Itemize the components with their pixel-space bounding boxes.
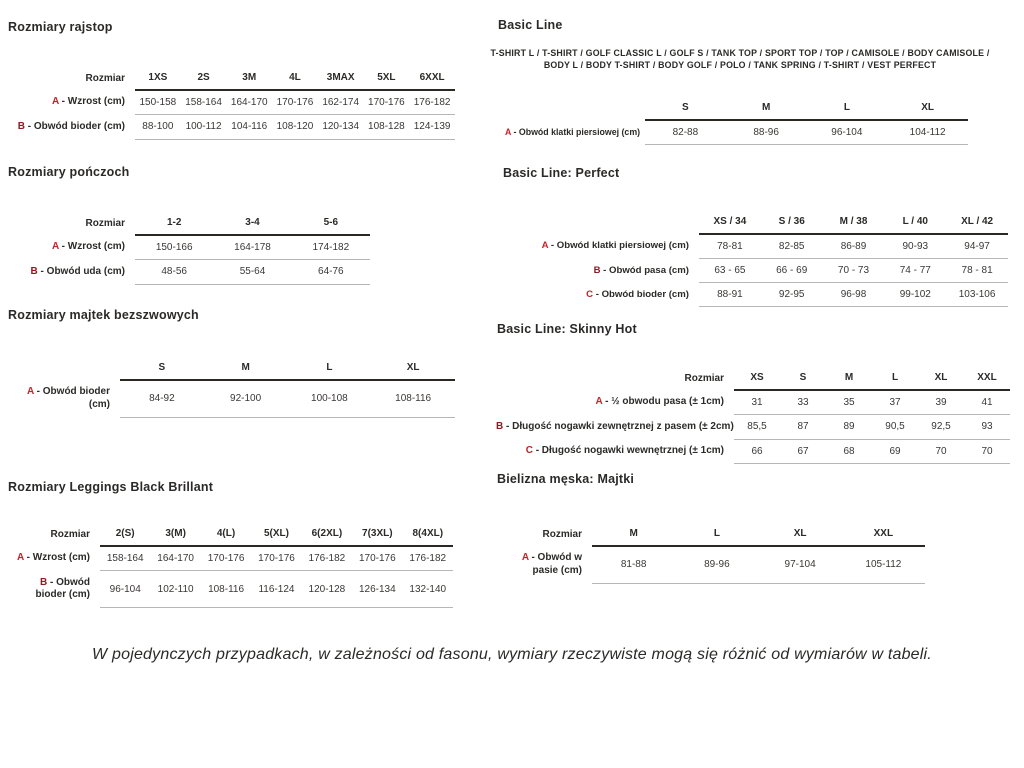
column-header: S / 36: [761, 210, 823, 234]
row-label: B - Obwód bioder (cm): [17, 120, 125, 132]
size-value: 70 - 73: [823, 259, 885, 283]
size-value: 100-112: [181, 115, 227, 140]
size-value: 108-120: [272, 115, 318, 140]
measure-letter: A: [521, 552, 529, 563]
section-title-rajstopy: Rozmiary rajstop: [8, 20, 113, 34]
row-label: B - Długość nogawki zewnętrznej z pasem (± 2cm): [496, 420, 734, 432]
header-row: [8, 356, 455, 380]
column-header: 8(4XL): [403, 522, 453, 546]
column-header: 2(S): [100, 522, 150, 546]
table-row: [500, 546, 925, 583]
section-leggings: [8, 480, 468, 608]
size-value: 170-176: [352, 546, 402, 571]
header-row: [8, 211, 370, 235]
size-value: 108-116: [371, 380, 455, 417]
column-header-label: Rozmiar: [50, 528, 90, 540]
size-value: 66: [734, 439, 780, 464]
table-row: [8, 571, 453, 608]
measure-letter: A: [17, 552, 24, 563]
row-label: B - Obwód pasa (cm): [593, 264, 689, 276]
size-value: 39: [918, 390, 964, 415]
size-value: 89: [826, 415, 872, 440]
column-header: L / 40: [884, 210, 946, 234]
section-basic-line-perfect: [490, 166, 1020, 307]
column-header: 3MAX: [318, 66, 364, 90]
section-ponczochy: [8, 165, 468, 285]
size-value: 67: [780, 439, 826, 464]
size-value: 120-128: [302, 571, 352, 608]
size-value: 104-112: [887, 120, 968, 145]
size-table-basic-line-perfect: [526, 210, 1008, 307]
size-table-basic-line: [503, 96, 968, 145]
column-header: 4L: [272, 66, 318, 90]
column-header: S: [645, 96, 726, 120]
header-row: [500, 522, 925, 546]
size-value: 78 - 81: [946, 259, 1008, 283]
table-row: [8, 235, 370, 260]
row-label: A - Obwód klatki piersiowej (cm): [541, 240, 689, 252]
size-value: 41: [964, 390, 1010, 415]
column-header-label: Rozmiar: [542, 528, 582, 540]
size-value: 82-85: [761, 234, 823, 259]
measure-letter: A: [27, 386, 34, 397]
size-value: 88-100: [135, 115, 181, 140]
row-label: B - Obwód bioder (cm): [35, 576, 90, 600]
column-header: 7(3XL): [352, 522, 402, 546]
size-value: 69: [872, 439, 918, 464]
column-header: M: [592, 522, 675, 546]
size-value: 170-176: [272, 90, 318, 115]
measure-letter: A: [541, 240, 549, 252]
size-value: 68: [826, 439, 872, 464]
size-value: 48-56: [135, 260, 213, 285]
size-value: 70: [964, 439, 1010, 464]
column-header: S: [120, 356, 204, 380]
table-row: [8, 380, 455, 417]
row-label: A - Wzrost (cm): [17, 552, 90, 563]
row-label: A - Obwód w pasie (cm): [521, 552, 582, 576]
size-table-rajstopy: [8, 66, 455, 140]
header-row: [494, 366, 1010, 390]
column-header: 1-2: [135, 211, 213, 235]
measure-letter: B: [593, 264, 601, 276]
table-row: [526, 283, 1008, 307]
measure-letter: B: [496, 420, 504, 432]
column-header: 3M: [226, 66, 272, 90]
size-value: 104-116: [226, 115, 272, 140]
column-header: XXL: [842, 522, 925, 546]
size-value: 37: [872, 390, 918, 415]
size-value: 164-178: [213, 235, 291, 260]
section-rajstopy: [8, 20, 468, 140]
footer-disclaimer-note: W pojedynczych przypadkach, w zależności od fasonu, wymiary rzeczywiste mogą się różnić od wymiarów w tabeli.: [92, 646, 932, 663]
size-value: 96-98: [823, 283, 885, 307]
size-value: 94-97: [946, 234, 1008, 259]
table-row: [8, 90, 455, 115]
column-header-label: Rozmiar: [684, 372, 724, 384]
size-value: 102-110: [150, 571, 200, 608]
column-header: 6(2XL): [302, 522, 352, 546]
section-basic-line: [490, 18, 1020, 145]
measure-letter: A: [595, 396, 603, 407]
size-value: 82-88: [645, 120, 726, 145]
size-value: 150-166: [135, 235, 213, 260]
size-value: 174-182: [292, 235, 370, 260]
size-value: 126-134: [352, 571, 402, 608]
measure-letter: B: [17, 120, 25, 132]
size-value: 66 - 69: [761, 259, 823, 283]
section-title-majtek-bezszwowe: Rozmiary majtek bezszwowych: [8, 308, 199, 322]
size-table-ponczochy: [8, 211, 370, 285]
size-value: 90-93: [884, 234, 946, 259]
column-header-label: Rozmiar: [85, 217, 125, 229]
column-header: XS / 34: [699, 210, 761, 234]
column-header-label: [8, 356, 120, 380]
measure-letter: B: [39, 576, 48, 588]
table-row: [494, 390, 1010, 415]
column-header: M / 38: [823, 210, 885, 234]
table-row: [8, 115, 455, 140]
column-header: XL / 42: [946, 210, 1008, 234]
column-header: 6XXL: [409, 66, 455, 90]
size-value: 88-91: [699, 283, 761, 307]
measure-letter: A: [52, 96, 59, 107]
header-row: [526, 210, 1008, 234]
size-value: 162-174: [318, 90, 364, 115]
size-value: 158-164: [181, 90, 227, 115]
column-header: L: [872, 366, 918, 390]
column-header: L: [675, 522, 758, 546]
size-value: 100-108: [288, 380, 372, 417]
column-header: S: [780, 366, 826, 390]
size-value: 33: [780, 390, 826, 415]
size-table-basic-line-skinny-hot: [494, 366, 1010, 464]
row-label: A - Obwód klatki piersiowej (cm): [505, 126, 641, 137]
size-table-bielizna-meska-majtki: [500, 522, 925, 584]
size-value: 96-104: [100, 571, 150, 608]
size-value: 108-116: [201, 571, 251, 608]
size-value: 35: [826, 390, 872, 415]
column-header: 3-4: [213, 211, 291, 235]
size-value: 158-164: [100, 546, 150, 571]
row-label: A - Wzrost (cm): [52, 96, 125, 107]
size-value: 96-104: [807, 120, 888, 145]
column-header: 1XS: [135, 66, 181, 90]
measure-letter: C: [586, 288, 594, 300]
row-label: C - Długość nogawki wewnętrznej (± 1cm): [525, 445, 724, 456]
table-row: [503, 120, 968, 145]
header-row: [8, 66, 455, 90]
column-header: 5(XL): [251, 522, 301, 546]
size-value: 170-176: [364, 90, 410, 115]
section-title-basic-line-perfect: Basic Line: Perfect: [503, 166, 620, 180]
column-header-label: [503, 96, 645, 120]
section-title-bielizna-meska-majtki: Bielizna męska: Majtki: [497, 472, 635, 486]
size-value: 116-124: [251, 571, 301, 608]
header-row: [8, 522, 453, 546]
size-value: 89-96: [675, 546, 758, 583]
column-header: L: [288, 356, 372, 380]
section-title-basic-line-skinny-hot: Basic Line: Skinny Hot: [497, 322, 637, 336]
size-value: 97-104: [759, 546, 842, 583]
row-label: A - Obwód bioder (cm): [27, 386, 110, 410]
size-value: 105-112: [842, 546, 925, 583]
table-row: [8, 546, 453, 571]
size-value: 164-170: [226, 90, 272, 115]
section-majtek-bezszwowe: [8, 308, 478, 418]
size-value: 81-88: [592, 546, 675, 583]
size-value: 164-170: [150, 546, 200, 571]
size-value: 90,5: [872, 415, 918, 440]
size-value: 176-182: [409, 90, 455, 115]
header-row: [503, 96, 968, 120]
section-title-ponczochy: Rozmiary pończoch: [8, 165, 130, 179]
column-header: XL: [887, 96, 968, 120]
column-header: M: [726, 96, 807, 120]
column-header: L: [807, 96, 888, 120]
table-row: [494, 415, 1010, 440]
size-value: 176-182: [302, 546, 352, 571]
size-value: 84-92: [120, 380, 204, 417]
size-value: 170-176: [201, 546, 251, 571]
column-header: XS: [734, 366, 780, 390]
size-value: 170-176: [251, 546, 301, 571]
size-value: 132-140: [403, 571, 453, 608]
column-header: XXL: [964, 366, 1010, 390]
size-value: 92-100: [204, 380, 288, 417]
size-value: 63 - 65: [699, 259, 761, 283]
measure-letter: A: [52, 241, 59, 252]
column-header: M: [826, 366, 872, 390]
row-label: A - ½ obwodu pasa (± 1cm): [595, 396, 724, 407]
size-value: 92,5: [918, 415, 964, 440]
row-label: A - Wzrost (cm): [52, 241, 125, 252]
column-header: XL: [918, 366, 964, 390]
basic-line-product-list: T-SHIRT L / T-SHIRT / GOLF CLASSIC L / GOLF S / TANK TOP / SPORT TOP / TOP / CAMISOLE / BODY CAMISOLE / BODY L / BODY T-SHIRT / BODY GOLF / POLO / TANK SPRING / T-SHIRT / VEST PERFECT: [490, 48, 990, 70]
size-value: 55-64: [213, 260, 291, 285]
column-header: M: [204, 356, 288, 380]
size-table-leggings: [8, 522, 453, 608]
column-header: 5-6: [292, 211, 370, 235]
size-value: 31: [734, 390, 780, 415]
size-value: 150-158: [135, 90, 181, 115]
size-value: 93: [964, 415, 1010, 440]
size-value: 92-95: [761, 283, 823, 307]
table-row: [494, 439, 1010, 464]
column-header: 5XL: [364, 66, 410, 90]
size-value: 64-76: [292, 260, 370, 285]
measure-letter: B: [30, 265, 38, 277]
section-basic-line-skinny-hot: [490, 322, 1020, 464]
column-header: 4(L): [201, 522, 251, 546]
size-value: 87: [780, 415, 826, 440]
row-label: C - Obwód bioder (cm): [586, 288, 689, 300]
column-header: 2S: [181, 66, 227, 90]
size-value: 74 - 77: [884, 259, 946, 283]
size-value: 70: [918, 439, 964, 464]
size-value: 108-128: [364, 115, 410, 140]
size-value: 85,5: [734, 415, 780, 440]
column-header: 3(M): [150, 522, 200, 546]
column-header: XL: [371, 356, 455, 380]
size-value: 103-106: [946, 283, 1008, 307]
size-value: 176-182: [403, 546, 453, 571]
table-row: [526, 259, 1008, 283]
table-row: [526, 234, 1008, 259]
size-value: 86-89: [823, 234, 885, 259]
section-title-leggings: Rozmiary Leggings Black Brillant: [8, 480, 214, 494]
column-header: XL: [759, 522, 842, 546]
table-row: [8, 260, 370, 285]
size-value: 99-102: [884, 283, 946, 307]
size-table-majtek-bezszwowe: [8, 356, 455, 418]
measure-letter: C: [525, 445, 533, 456]
row-label: B - Obwód uda (cm): [30, 265, 125, 277]
size-value: 124-139: [409, 115, 455, 140]
size-value: 88-96: [726, 120, 807, 145]
size-value: 78-81: [699, 234, 761, 259]
section-bielizna-meska-majtki: [490, 472, 1020, 584]
measure-letter: A: [505, 126, 512, 137]
section-title-basic-line: Basic Line: [498, 18, 563, 32]
size-value: 120-134: [318, 115, 364, 140]
column-header-label: Rozmiar: [85, 72, 125, 84]
column-header-label: [526, 210, 699, 234]
